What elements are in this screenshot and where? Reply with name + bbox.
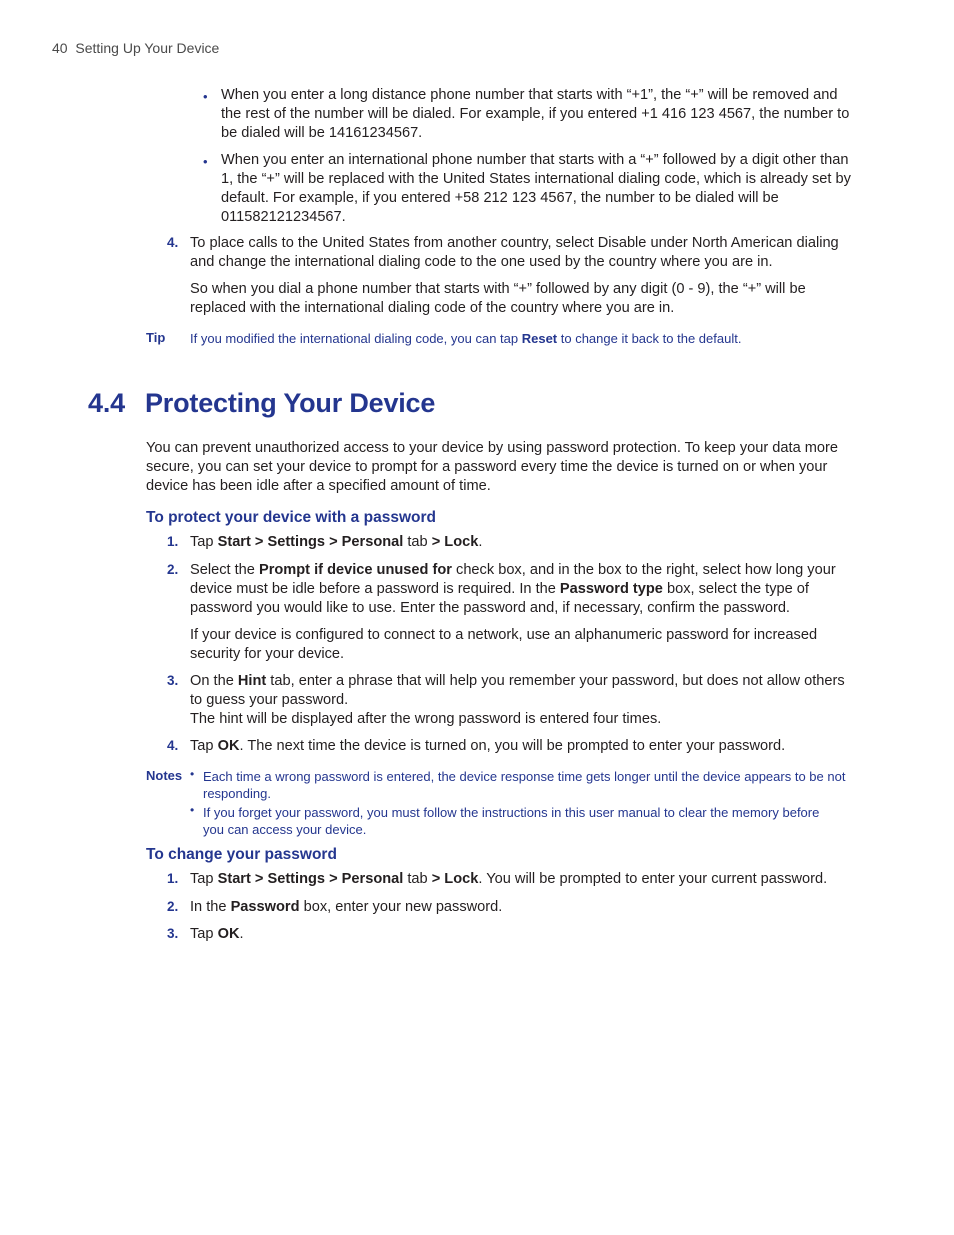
note-item: Each time a wrong password is entered, the device response time gets longer until the device appears to be not responding. xyxy=(203,769,846,801)
bullet-dot-icon: • xyxy=(203,89,208,104)
section-heading xyxy=(88,388,435,419)
protect-heading: To protect your device with a password xyxy=(146,509,436,526)
step-text: Tap OK. xyxy=(190,926,244,942)
step-number: 1. xyxy=(167,534,179,549)
running-header xyxy=(52,40,219,56)
reset-term: Reset xyxy=(521,331,558,346)
section-number: 4.4 xyxy=(88,388,125,418)
step-note: So when you dial a phone number that starts with “+” followed by any digit (0 - 9), the “+” will be replaced with the international dialing code of the country where you are in. xyxy=(190,281,806,316)
step-number: 4. xyxy=(167,235,179,250)
bullet-dot-icon: • xyxy=(190,767,195,781)
section-title: Protecting Your Device xyxy=(145,388,436,418)
step-text: Select the Prompt if device unused for check box, and in the box to the right, select how long your device must be idle before a password is required. In the Password type box, select the type of password you would like to use. Enter the password and, if necessary, confirm the password. xyxy=(190,562,836,616)
step-text: In the Password box, enter your new password. xyxy=(190,899,503,915)
tip-label: Tip xyxy=(146,330,166,345)
step-text: To place calls to the United States from another country, select Disable under North American dialing and change the international dialing code to the one used by the country where you are in. xyxy=(190,235,839,270)
note-item: If you forget your password, you must follow the instructions in this user manual to clear the memory before you can access your device. xyxy=(203,805,820,837)
bullet-dot-icon: • xyxy=(203,154,208,169)
step-number: 3. xyxy=(167,926,179,941)
section-intro: You can prevent unauthorized access to your device by using password protection. To keep your data more secure, you can set your device to prompt for a password every time the device is turned on or when your device has been idle after a specified amount of time. xyxy=(146,440,838,494)
step-note: If your device is configured to connect to a network, use an alphanumeric password for increased security for your device. xyxy=(190,627,818,662)
header-title: Setting Up Your Device xyxy=(75,40,220,56)
step-text: Tap OK. The next time the device is turned on, you will be prompted to enter your password. xyxy=(190,738,786,754)
step-number: 4. xyxy=(167,738,179,753)
bullet-item: When you enter a long distance phone number that starts with “+1”, the “+” will be removed and the rest of the number will be dialed. For example, if you entered +1 416 123 4567, the number to be dialed will be 14161234567. xyxy=(221,87,850,141)
tip-text: If you modified the international dialing code, you can tap Reset to change it back to the default. xyxy=(190,331,742,346)
step-text: Tap Start > Settings > Personal tab > Lock. xyxy=(190,534,483,550)
change-heading: To change your password xyxy=(146,846,337,863)
step-text: On the Hint tab, enter a phrase that will help you remember your password, but does not allow others to guess your password. The hint will be displayed after the wrong password is entered four times. xyxy=(190,673,845,727)
notes-label: Notes xyxy=(146,768,183,783)
step-number: 1. xyxy=(167,871,179,886)
bullet-item: When you enter an international phone number that starts with a “+” followed by a digit other than 1, the “+” will be replaced with the United States international dialing code, which is already set by default. For example, if you entered +58 212 123 4567, the number to be dialed will be 011582121234567. xyxy=(221,152,851,225)
page-number: 40 xyxy=(52,40,68,56)
step-number: 3. xyxy=(167,673,179,688)
bullet-dot-icon: • xyxy=(190,803,195,817)
step-number: 2. xyxy=(167,562,179,577)
step-number: 2. xyxy=(167,899,179,914)
step-text: Tap Start > Settings > Personal tab > Lock. You will be prompted to enter your current password. xyxy=(190,871,828,887)
